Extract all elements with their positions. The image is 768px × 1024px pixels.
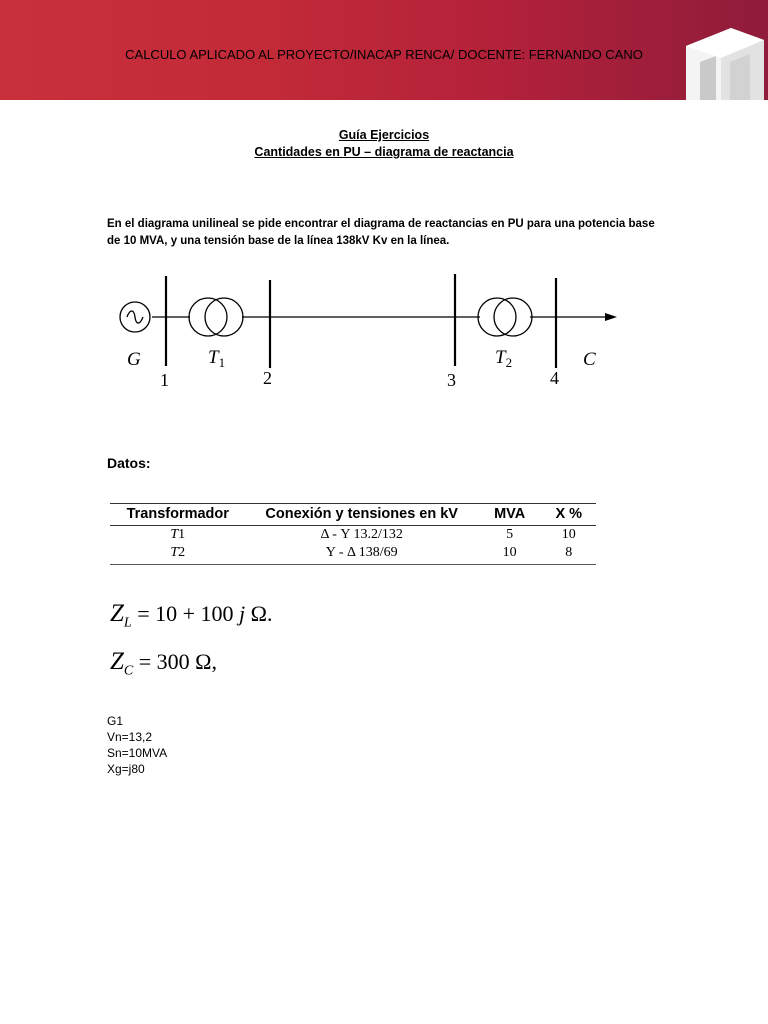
table-row (110, 526, 596, 545)
transformer-name: T2 (110, 544, 246, 565)
bus-label-2: 2 (263, 368, 272, 388)
single-line-diagram (105, 268, 625, 393)
generator-data-line: Xg=j80 (107, 762, 145, 776)
transformer-name: T1 (170, 527, 186, 542)
bus-label-3: 3 (447, 370, 456, 390)
column-header: Conexión y tensiones en kV (246, 504, 478, 526)
t2-label: $T_2$ (495, 347, 513, 370)
column-header: X % (542, 504, 597, 526)
arrow-head-icon (605, 313, 617, 321)
generator-data-line: Sn=10MVA (107, 746, 168, 760)
generator-data-line: Vn=13,2 (107, 730, 153, 744)
table-header-row (110, 504, 596, 526)
column-header: Transformador (110, 504, 246, 526)
title-line-1: Guía Ejercicios (338, 128, 430, 142)
t1-label: $T_1$ (208, 347, 226, 370)
table-row (110, 544, 596, 565)
title-line-2: Cantidades en PU – diagrama de reactancia (254, 145, 514, 159)
x-percent-cell: 10 (561, 527, 576, 542)
transformer-data-table (110, 503, 596, 565)
mva-cell: 10 (478, 544, 542, 565)
generator-data (107, 713, 167, 777)
datos-heading: Datos: (107, 455, 151, 471)
document-title (0, 127, 768, 161)
column-header: MVA (478, 504, 542, 526)
header-banner (0, 0, 768, 100)
connection-cell: Y - Δ 138/69 (246, 544, 478, 565)
generator-wave (127, 311, 143, 323)
header-title: CALCULO APLICADO AL PROYECTO/INACAP RENCA/ DOCENTE: FERNANDO CANO (125, 47, 643, 62)
bus-label-1: 1 (160, 370, 169, 390)
intro-paragraph: En el diagrama unilineal se pide encontrar el diagrama de reactancias en PU para una potencia base de 10 MVA, y una tensión base de la línea 138kV Kv en la línea. (107, 218, 655, 247)
generator-label: G (127, 349, 141, 370)
connection-cell: Δ - Y 13.2/132 (320, 527, 403, 542)
transformer-t2-primary-icon (478, 298, 516, 336)
mva-cell: 5 (506, 527, 514, 542)
load-impedance-equation: $Z_C = 300$ Ω, (110, 648, 218, 679)
x-percent-cell: 8 (542, 544, 597, 565)
transformer-t1-primary-icon (189, 298, 227, 336)
transformer-t1-secondary-icon (205, 298, 243, 336)
inacap-logo-icon (676, 18, 766, 100)
transformer-t2-secondary-icon (494, 298, 532, 336)
line-impedance-equation: $Z_L = 10 + 100$ j Ω. (110, 600, 273, 631)
bus-label-4: 4 (550, 368, 559, 388)
load-label: C (583, 349, 596, 370)
generator-data-line: G1 (107, 714, 124, 728)
